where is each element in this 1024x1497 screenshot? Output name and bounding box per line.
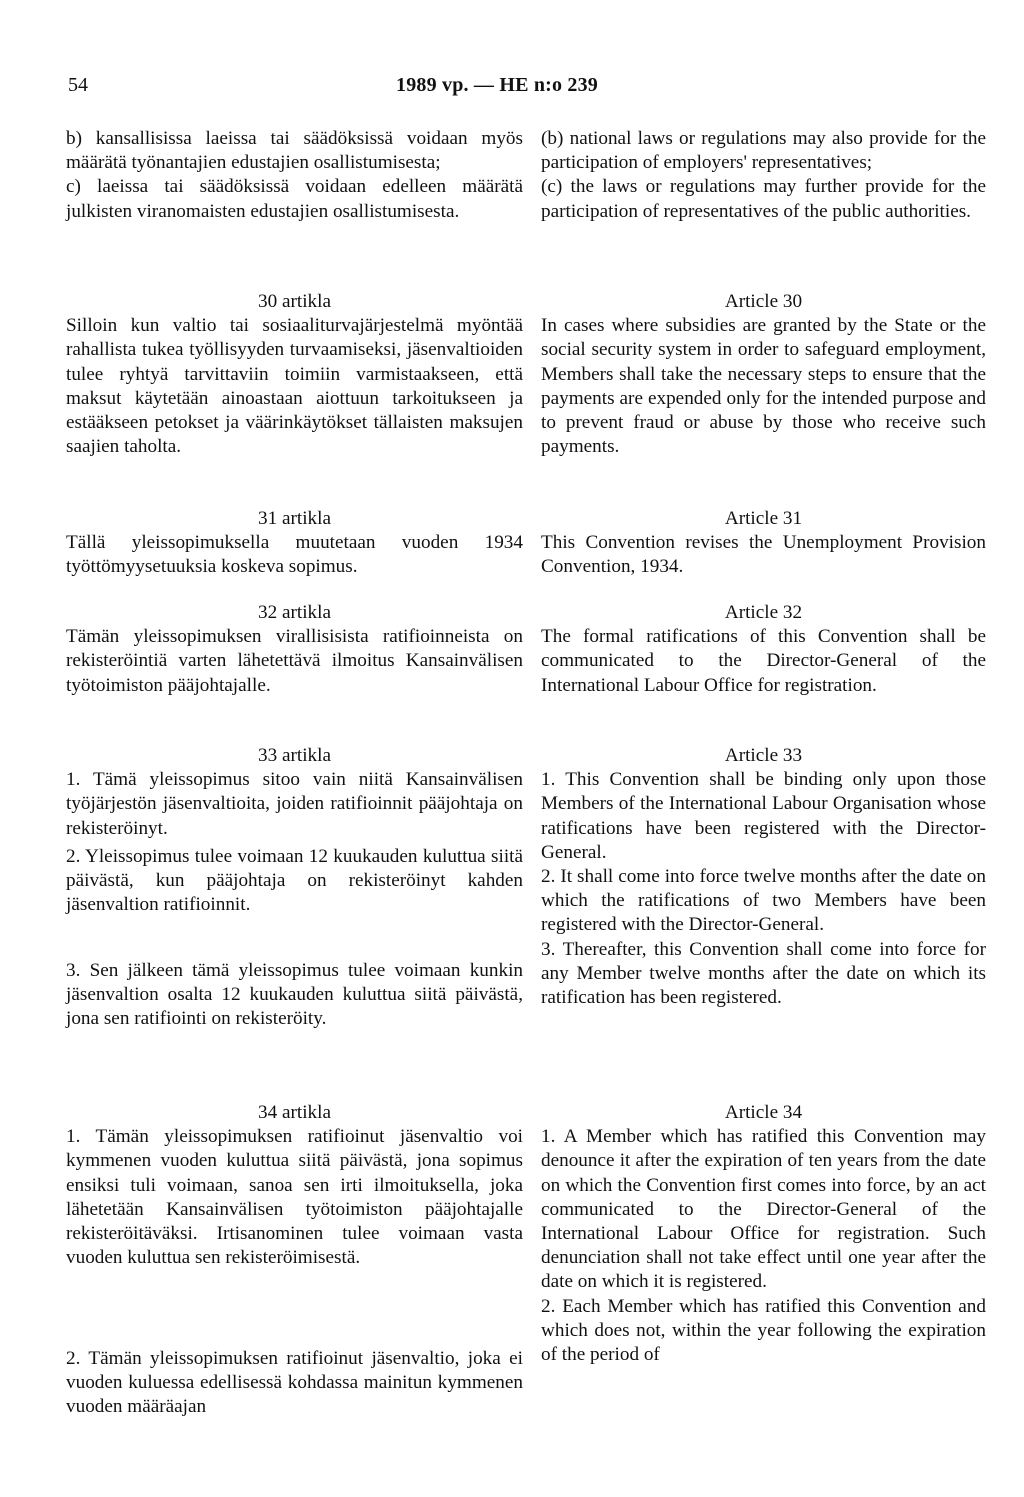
en-article-31-title: Article 31 (724, 508, 803, 529)
en-article-31 (541, 507, 986, 580)
fi-article-33-p3: 3. Sen jälkeen tämä yleissopimus tulee voimaan kunkin jäsenvaltion osalta 12 kuukauden kuluttua siitä päivästä, jona sen ratifiointi on rekisteröity. (66, 960, 523, 1030)
fi-article-30 (66, 290, 523, 459)
en-article-32-text: The formal ratifications of this Convention shall be communicated to the Director-General of the International Labour Office for registration. (541, 626, 986, 696)
en-article-34 (541, 1101, 986, 1367)
en-article-32-title: Article 32 (724, 602, 803, 623)
fi-article-33-p2: 2. Yleissopimus tulee voimaan 12 kuukauden kuluttua siitä päivästä, kun pääjohtaja on rekisteröinyt kahden jäsenvaltion ratifioinnit. (66, 846, 523, 916)
en-article-34-title: Article 34 (724, 1102, 803, 1123)
en-clause-c: (c) the laws or regulations may further provide for the participation of representatives of the public authorities. (541, 176, 986, 222)
fi-clause-b: b) kansallisissa laeissa tai säädöksissä voidaan myös määrätä työnantajien edustajien osallistumisesta; (66, 128, 523, 174)
fi-article-34-p2: 2. Tämän yleissopimuksen ratifioinut jäsenvaltio, joka ei vuoden kuluessa edellisessä kohdassa mainitun kymmenen vuoden määräajan (66, 1348, 523, 1418)
en-article-30-text: In cases where subsidies are granted by the State or the social security system in order to safeguard employment, Members shall take the necessary steps to ensure that the payments are expended only for the intended purpose and to prevent fraud or abuse by those who receive such payments. (541, 315, 986, 458)
fi-article-34 (66, 1101, 523, 1270)
fi-article-32 (66, 601, 523, 698)
fi-article-33 (66, 744, 523, 841)
fi-article-34-title: 34 artikla (258, 1102, 331, 1123)
page-number: 54 (68, 74, 88, 96)
en-article-34-p2: 2. Each Member which has ratified this Convention and which does not, within the year following the expiration of the period of (541, 1295, 986, 1366)
en-article-33-p2: 2. It shall come into force twelve months after the date on which the ratifications of two Members have been registered with the Director-General. (541, 866, 986, 936)
en-article-33 (541, 744, 986, 1010)
en-article-30-title: Article 30 (724, 291, 803, 312)
en-clause-b-block (541, 127, 986, 224)
en-article-33-p3: 3. Thereafter, this Convention shall come into force for any Member twelve months after the date on which its ratification has been registered. (541, 938, 986, 1009)
fi-article-32-text: Tämän yleissopimuksen virallisisista ratifioinneista on rekisteröintiä varten lähetettävä ilmoitus Kansainvälisen työtoimiston pääjohtajalle. (66, 626, 523, 696)
en-article-33-p1: 1. This Convention shall be binding only upon those Members of the International Labour Organisation whose ratifications have been registered with the Director-General. (541, 769, 986, 863)
en-clause-b: (b) national laws or regulations may also provide for the participation of employers' representatives; (541, 128, 986, 174)
fi-article-31 (66, 507, 523, 580)
en-article-32 (541, 601, 986, 698)
fi-article-34-p1: 1. Tämän yleissopimuksen ratifioinut jäsenvaltio voi kymmenen vuoden kuluttua siitä päivästä, jona sopimus ensiksi tuli voimaan, sanoa sen irti ilmoituksella, joka lähetetään Kansainvälisen työtoimiston pääjohtajalle rekisteröitäväksi. Irtisanominen tulee voimaan vasta vuoden kuluttua sen rekisteröimisestä. (66, 1126, 523, 1269)
fi-article-33-p1: 1. Tämä yleissopimus sitoo vain niitä Kansainvälisen työjärjestön jäsenvaltioita, joiden ratifioinnit pääjohtaja on rekisteröinyt. (66, 769, 523, 839)
fi-article-33-p2-block (66, 845, 523, 918)
running-title: 1989 vp. — HE n:o 239 (396, 74, 599, 96)
fi-article-33-title: 33 artikla (258, 745, 331, 766)
en-article-30 (541, 290, 986, 459)
fi-article-31-title: 31 artikla (258, 508, 331, 529)
en-article-33-title: Article 33 (724, 745, 803, 766)
en-article-31-text: This Convention revises the Unemployment Provision Convention, 1934. (541, 532, 986, 578)
fi-clause-c: c) laeissa tai säädöksissä voidaan edelleen määrätä julkisten viranomaisten edustajien osallistumisesta. (66, 176, 523, 222)
fi-article-33-p3-block (66, 959, 523, 1032)
page-header (0, 74, 1024, 104)
fi-clause-b-block (66, 127, 523, 224)
fi-article-30-text: Silloin kun valtio tai sosiaaliturvajärjestelmä myöntää rahallista tukea työllisyyden turvaamiseksi, jäsenvaltioiden tulee ryhtyä tarvittaviin toimiin varmistaakseen, että maksut käytetään ainoastaan aiottuun tarkoitukseen ja estääkseen petokset ja väärinkäytökset tällaisten maksujen saajien taholta. (66, 315, 523, 458)
fi-article-32-title: 32 artikla (258, 602, 331, 623)
fi-article-34-p2-block (66, 1347, 523, 1420)
en-article-34-p1: 1. A Member which has ratified this Convention may denounce it after the expiration of ten years from the date on which the Convention first comes into force, by an act communicated to the Director-General of the International Labour Office for registration. Such denunciation shall not take effect until one year after the date on which it is registered. (541, 1126, 986, 1293)
fi-article-31-text: Tällä yleissopimuksella muutetaan vuoden 1934 työttömyysetuuksia koskeva sopimus. (66, 532, 523, 578)
fi-article-30-title: 30 artikla (258, 291, 331, 312)
